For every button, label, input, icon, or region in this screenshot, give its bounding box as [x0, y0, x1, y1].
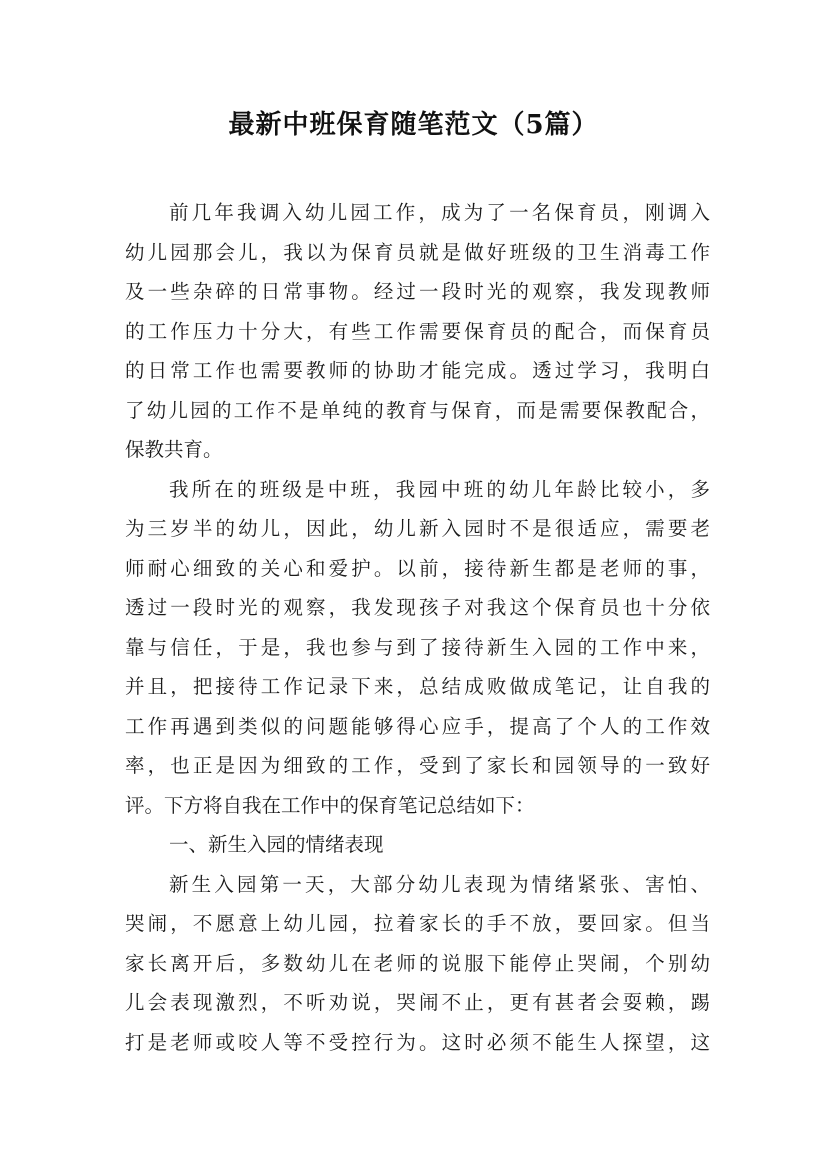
- text-line: 前几年我调入幼儿园工作，成为了一名保育员，刚调入: [169, 201, 710, 224]
- text-line: 师耐心细致的关心和爱护。以前，接待新生都是老师的事，: [125, 556, 710, 580]
- document-body: [125, 193, 710, 1062]
- text-line: 保教共育。: [125, 438, 223, 461]
- text-line: 儿会表现激烈，不听劝说，哭闹不止，更有甚者会耍赖，踢: [125, 991, 710, 1014]
- text-line: 了幼儿园的工作不是单纯的教育与保育，而是需要保教配合，: [125, 398, 710, 422]
- text-line: 评。下方将自我在工作中的保育笔记总结如下：: [125, 793, 535, 817]
- text-line: 我所在的班级是中班，我园中班的幼儿年龄比较小，多: [169, 477, 710, 501]
- text-line: 一、新生入园的情绪表现: [169, 833, 384, 856]
- text-line: 工作再遇到类似的问题能够得心应手，提高了个人的工作效: [125, 714, 710, 738]
- text-line: 家长离开后，多数幼儿在老师的说服下能停止哭闹，个别幼: [125, 951, 710, 975]
- text-line: 靠与信任，于是，我也参与到了接待新生入园的工作中来，: [125, 635, 710, 659]
- text-line: 并且，把接待工作记录下来，总结成败做成笔记，让自我的: [125, 675, 710, 698]
- document-title: 最新中班保育随笔范文（5篇）: [228, 110, 599, 140]
- text-line: 率，也正是因为细致的工作，受到了家长和园领导的一致好: [125, 754, 710, 777]
- text-line: 的工作压力十分大，有些工作需要保育员的配合，而保育员: [125, 319, 710, 343]
- text-line: 及一些杂碎的日常事物。经过一段时光的观察，我发现教师: [125, 280, 710, 303]
- text-line: 透过一段时光的观察，我发现孩子对我这个保育员也十分依: [125, 596, 710, 619]
- text-line: 的日常工作也需要教师的协助才能完成。透过学习，我明白: [125, 359, 710, 382]
- text-line: 为三岁半的幼儿，因此，幼儿新入园时不是很适应，需要老: [125, 517, 710, 540]
- text-line: 打是老师或咬人等不受控行为。这时必须不能生人探望，这: [125, 1030, 710, 1054]
- text-line: 新生入园第一天，大部分幼儿表现为情绪紧张、害怕、: [169, 872, 710, 896]
- text-line: 哭闹，不愿意上幼儿园，拉着家长的手不放，要回家。但当: [125, 912, 710, 935]
- text-line: 幼儿园那会儿，我以为保育员就是做好班级的卫生消毒工作: [125, 240, 710, 264]
